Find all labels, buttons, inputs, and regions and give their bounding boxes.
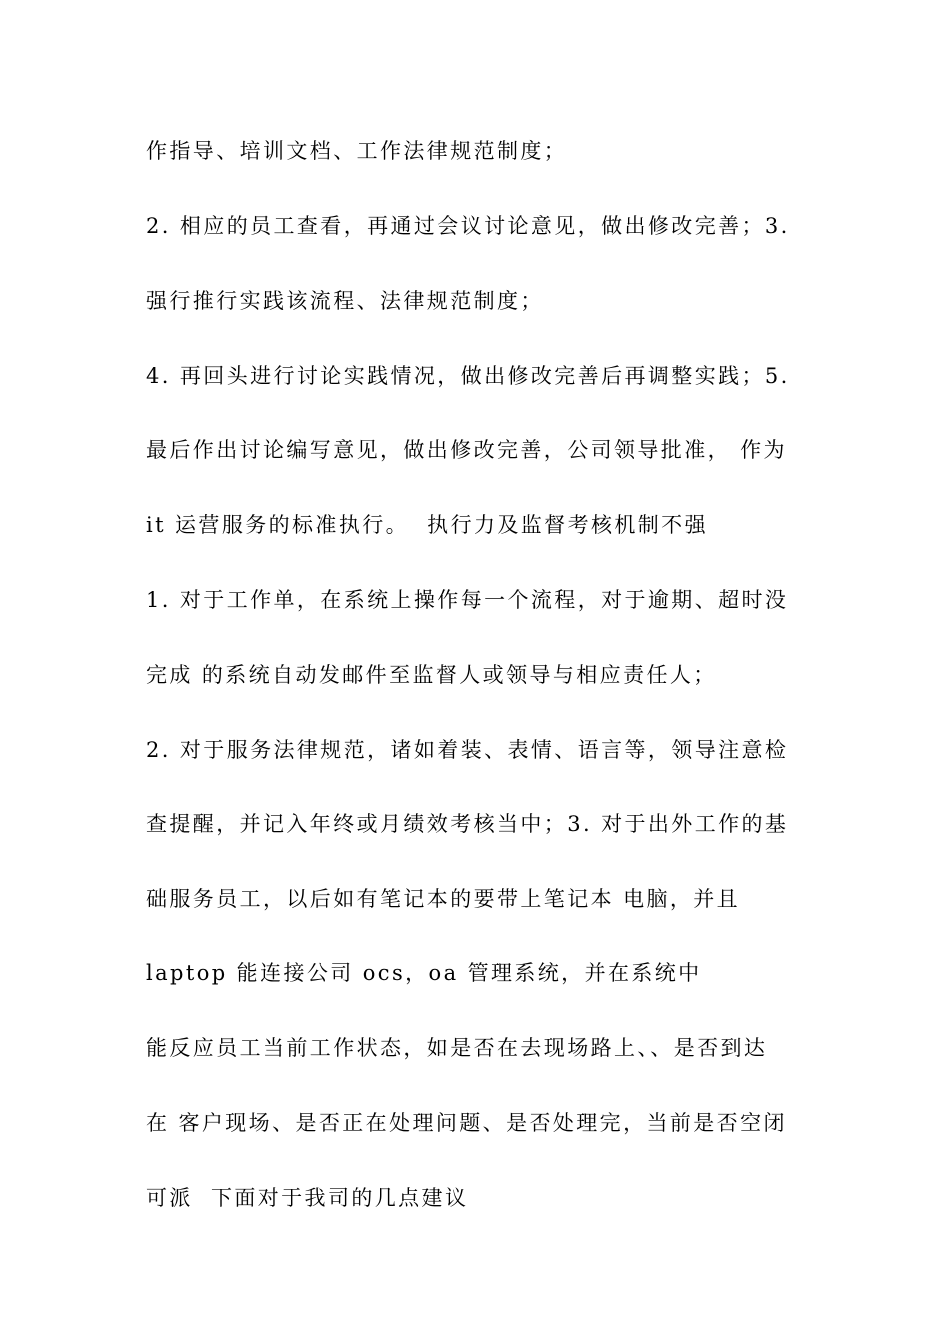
- text-line: it 运营服务的标准执行。 执行力及监督考核机制不强: [146, 513, 708, 537]
- text-line: 4. 再回头进行讨论实践情况，做出修改完善后再调整实践；5.: [146, 364, 790, 388]
- text-line: 可派 下面对于我司的几点建议: [146, 1186, 469, 1210]
- text-line: 强行推行实践该流程、法律规范制度；: [146, 289, 544, 313]
- text-line: 能反应员工当前工作状态，如是否在去现场路上、、是否到达: [146, 1036, 768, 1060]
- text-line: 最后作出讨论编写意见，做出修改完善，公司领导批准， 作为: [146, 438, 787, 462]
- text-line: 2. 对于服务法律规范，诸如着装、表情、语言等，领导注意检: [146, 738, 789, 762]
- text-line: 2. 相应的员工查看，再通过会议讨论意见，做出修改完善；3.: [146, 214, 790, 238]
- text-line: 查提醒，并记入年终或月绩效考核当中；3. 对于出外工作的基: [146, 812, 789, 836]
- text-line: 1. 对于工作单，在系统上操作每一个流程，对于逾期、超时没: [146, 588, 789, 612]
- text-line: 础服务员工，以后如有笔记本的要带上笔记本 电脑，并且: [146, 887, 741, 911]
- text-line: 作指导、培训文档、工作法律规范制度；: [146, 139, 568, 163]
- text-line: 完成 的系统自动发邮件至监督人或领导与相应责任人；: [146, 663, 717, 687]
- text-line: 在 客户现场、是否正在处理问题、是否处理完，当前是否空闭: [146, 1111, 787, 1135]
- text-line: laptop 能连接公司 ocs，oa 管理系统，并在系统中: [146, 961, 702, 985]
